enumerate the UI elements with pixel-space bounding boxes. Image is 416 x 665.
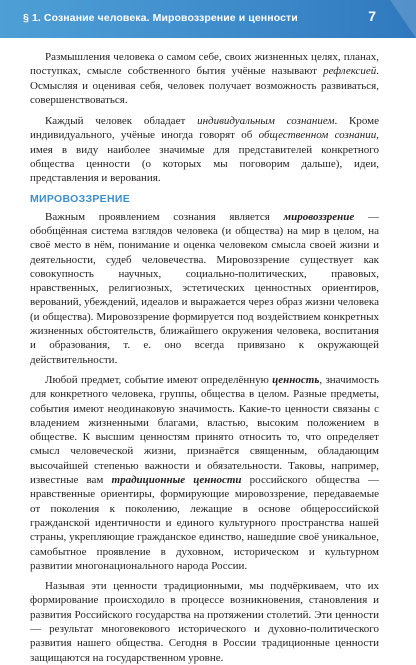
paragraph-reflection	[30, 50, 379, 107]
text: . Кроме индивидуального, учёные иногда говорят об	[30, 115, 379, 142]
paragraph-consciousness	[30, 114, 379, 185]
text: . Осмысляя и оценивая себя, человек получает возможность развиваться, совершенствоваться.	[30, 65, 379, 106]
text: Размышления человека о самом себе, своих жизненных целях, планах, поступках, смысле собственного бытия учёные называют	[30, 51, 379, 78]
header-corner-decoration	[390, 0, 416, 38]
section-heading: МИРОВОЗЗРЕНИЕ	[30, 192, 131, 205]
term-social-consciousness: общественном сознании	[258, 129, 377, 142]
text: Любой предмет, событие имеют определённую	[45, 373, 273, 386]
term-reflection: рефлексией	[323, 65, 377, 78]
paragraph-traditional-values	[30, 579, 379, 665]
paragraph-worldview	[30, 210, 379, 367]
term-value: ценность	[272, 373, 320, 386]
term-worldview: мировоззрение	[283, 210, 355, 223]
page-number: 7	[368, 8, 376, 24]
term-individual-consciousness: индивидуальным сознанием	[197, 115, 335, 128]
page-body	[30, 50, 379, 665]
text: Каждый человек обладает	[45, 115, 198, 128]
page-header	[0, 0, 416, 38]
text: российского общества — нравственные ориентиры, формирующие мировоззрение, передаваемые от поколения к поколению, лежащие в основе общероссийской гражданской идентичности и единого культурного пространства нашей страны, укрепляющие гражданское единство, нашедшие своё уникальное, самобытное проявление в духовном, историческом и культурном развитии многонационального народа России.	[30, 474, 379, 572]
text: , значимость для конкретного человека, группы, общества в целом. Разные предметы, события имеют неодинаковую значимость. Какие-то ценности связаны с владением жизненными благами, властью, высоким положением в обществе. К высшим ценностям принято относить то, что определяет смысл человеческой жизни, признаётся священным, обладающим высочайшей степенью важности и обязательности. Таковы, например, известные вам	[30, 373, 379, 487]
section-title: § 1. Сознание человека. Мировоззрение и ценности	[23, 12, 298, 24]
paragraph-values	[30, 373, 379, 573]
text: , имея в виду наиболее значимые для представителей конкретного общества ценности (о которых мы поговорим дальше), идеи, представления и верования.	[30, 129, 379, 185]
text: — обобщённая система взглядов человека (и общества) на мир в целом, на своё место в нём, понимание и оценка человеком смысла своей жизни и деятельности, судеб человечества. Мировоззрение существует как совокупность научных, социально-политических, правовых, нравственных, религиозных, эстетических ценностных ориентиров, верований, убеждений, идеалов и выражается через образ жизни человека (и общества). Мировоззрение формируется под воздействием конкретных жизненных обстоятельств, ближайшего окружения человека, воспитания и образования, т. е. оно всегда привязано к окружающей действительности.	[30, 210, 380, 366]
text: Важным проявлением сознания является	[45, 210, 284, 223]
term-traditional-values: традиционные ценности	[111, 474, 242, 487]
text: Называя эти ценности традиционными, мы подчёркиваем, что их формирование происходило в процессе возникновения, становления и развития Российского государства на протяжении столетий. Эти ценности — результат многовекового исторического и духовно-политического развития нашего общества. Сегодня в России традиционные ценности защищаются на государственном уровне.	[30, 580, 379, 664]
